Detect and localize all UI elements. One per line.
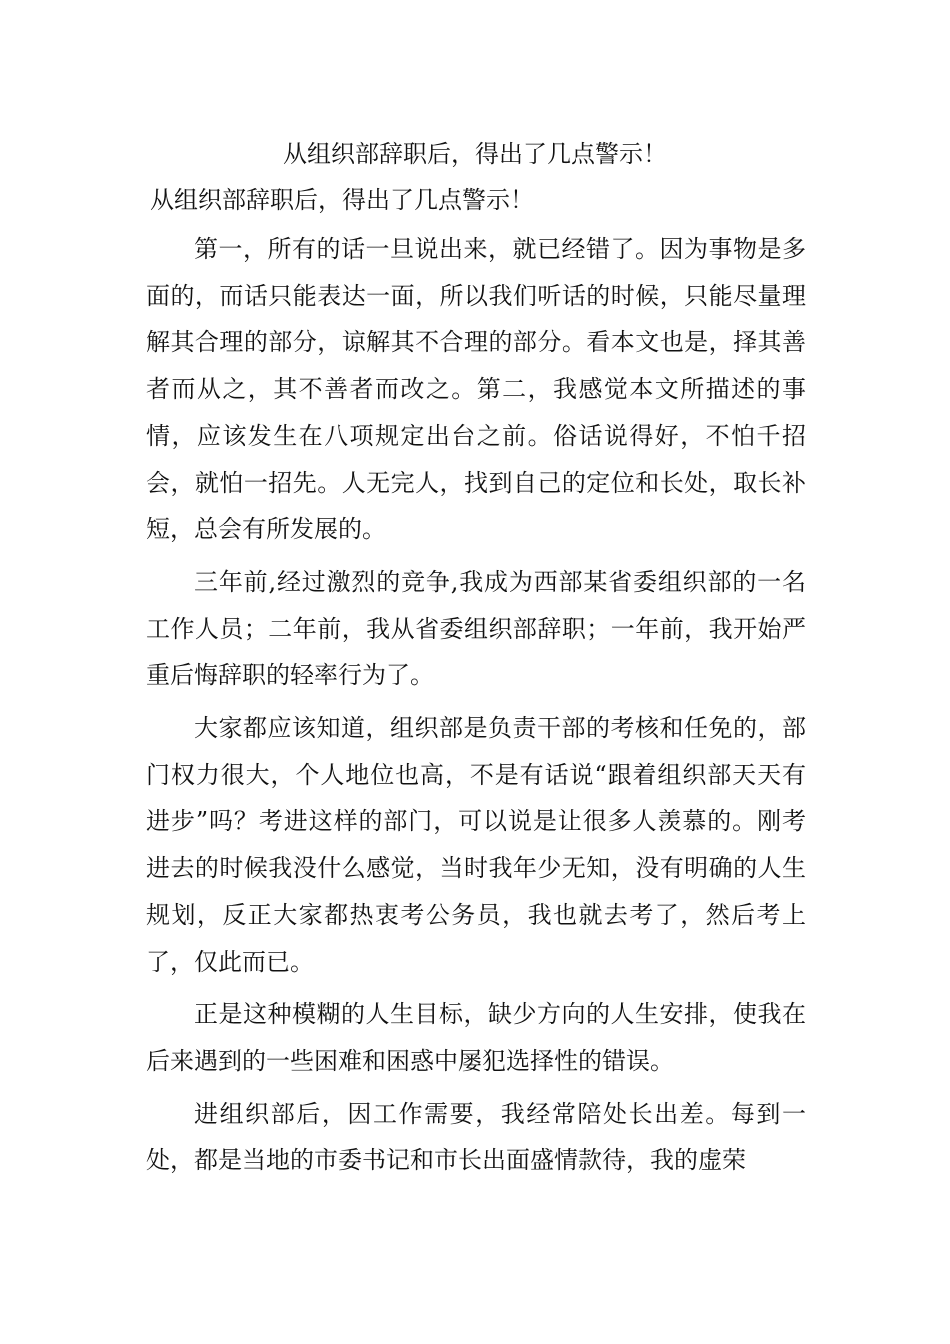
document-subtitle: 从组织部辞职后，得出了几点警示！ — [150, 186, 534, 214]
paragraph-3: 大家都应该知道，组织部是负责干部的考核和任免的，部门权力很大，个人地位也高，不是有话说“跟着组织部天天有进步”吗？考进这样的部门，可以说是让很多人羡慕的。刚考进去的时候我没什么感觉，当时我年少无知，没有明确的人生规划，反正大家都热衷考公务员，我也就去考了，然后考上了，仅此而已。 — [146, 714, 806, 976]
paragraph-1: 第一，所有的话一旦说出来，就已经错了。因为事物是多面的，而话只能表达一面，所以我们听话的时候，只能尽量理解其合理的部分，谅解其不合理的部分。看本文也是，择其善者而从之，其不善者而改之。第二，我感觉本文所描述的事情，应该发生在八项规定出台之前。俗话说得好，不怕千招会，就怕一招先。人无完人，找到自己的定位和长处，取长补短，总会有所发展的。 — [146, 235, 806, 544]
paragraph-5: 进组织部后，因工作需要，我经常陪处长出差。每到一处，都是当地的市委书记和市长出面盛情款待，我的虚荣 — [146, 1099, 806, 1175]
paragraph-4: 正是这种模糊的人生目标，缺少方向的人生安排，使我在后来遇到的一些困难和困惑中屡犯选择性的错误。 — [146, 1000, 806, 1075]
document-body — [146, 226, 806, 1190]
paragraph-2: 三年前,经过激烈的竞争,我成为西部某省委组织部的一名工作人员；二年前，我从省委组织部辞职；一年前，我开始严重后悔辞职的轻率行为了。 — [146, 567, 806, 690]
document-title: 从组织部辞职后，得出了几点警示！ — [283, 140, 667, 168]
